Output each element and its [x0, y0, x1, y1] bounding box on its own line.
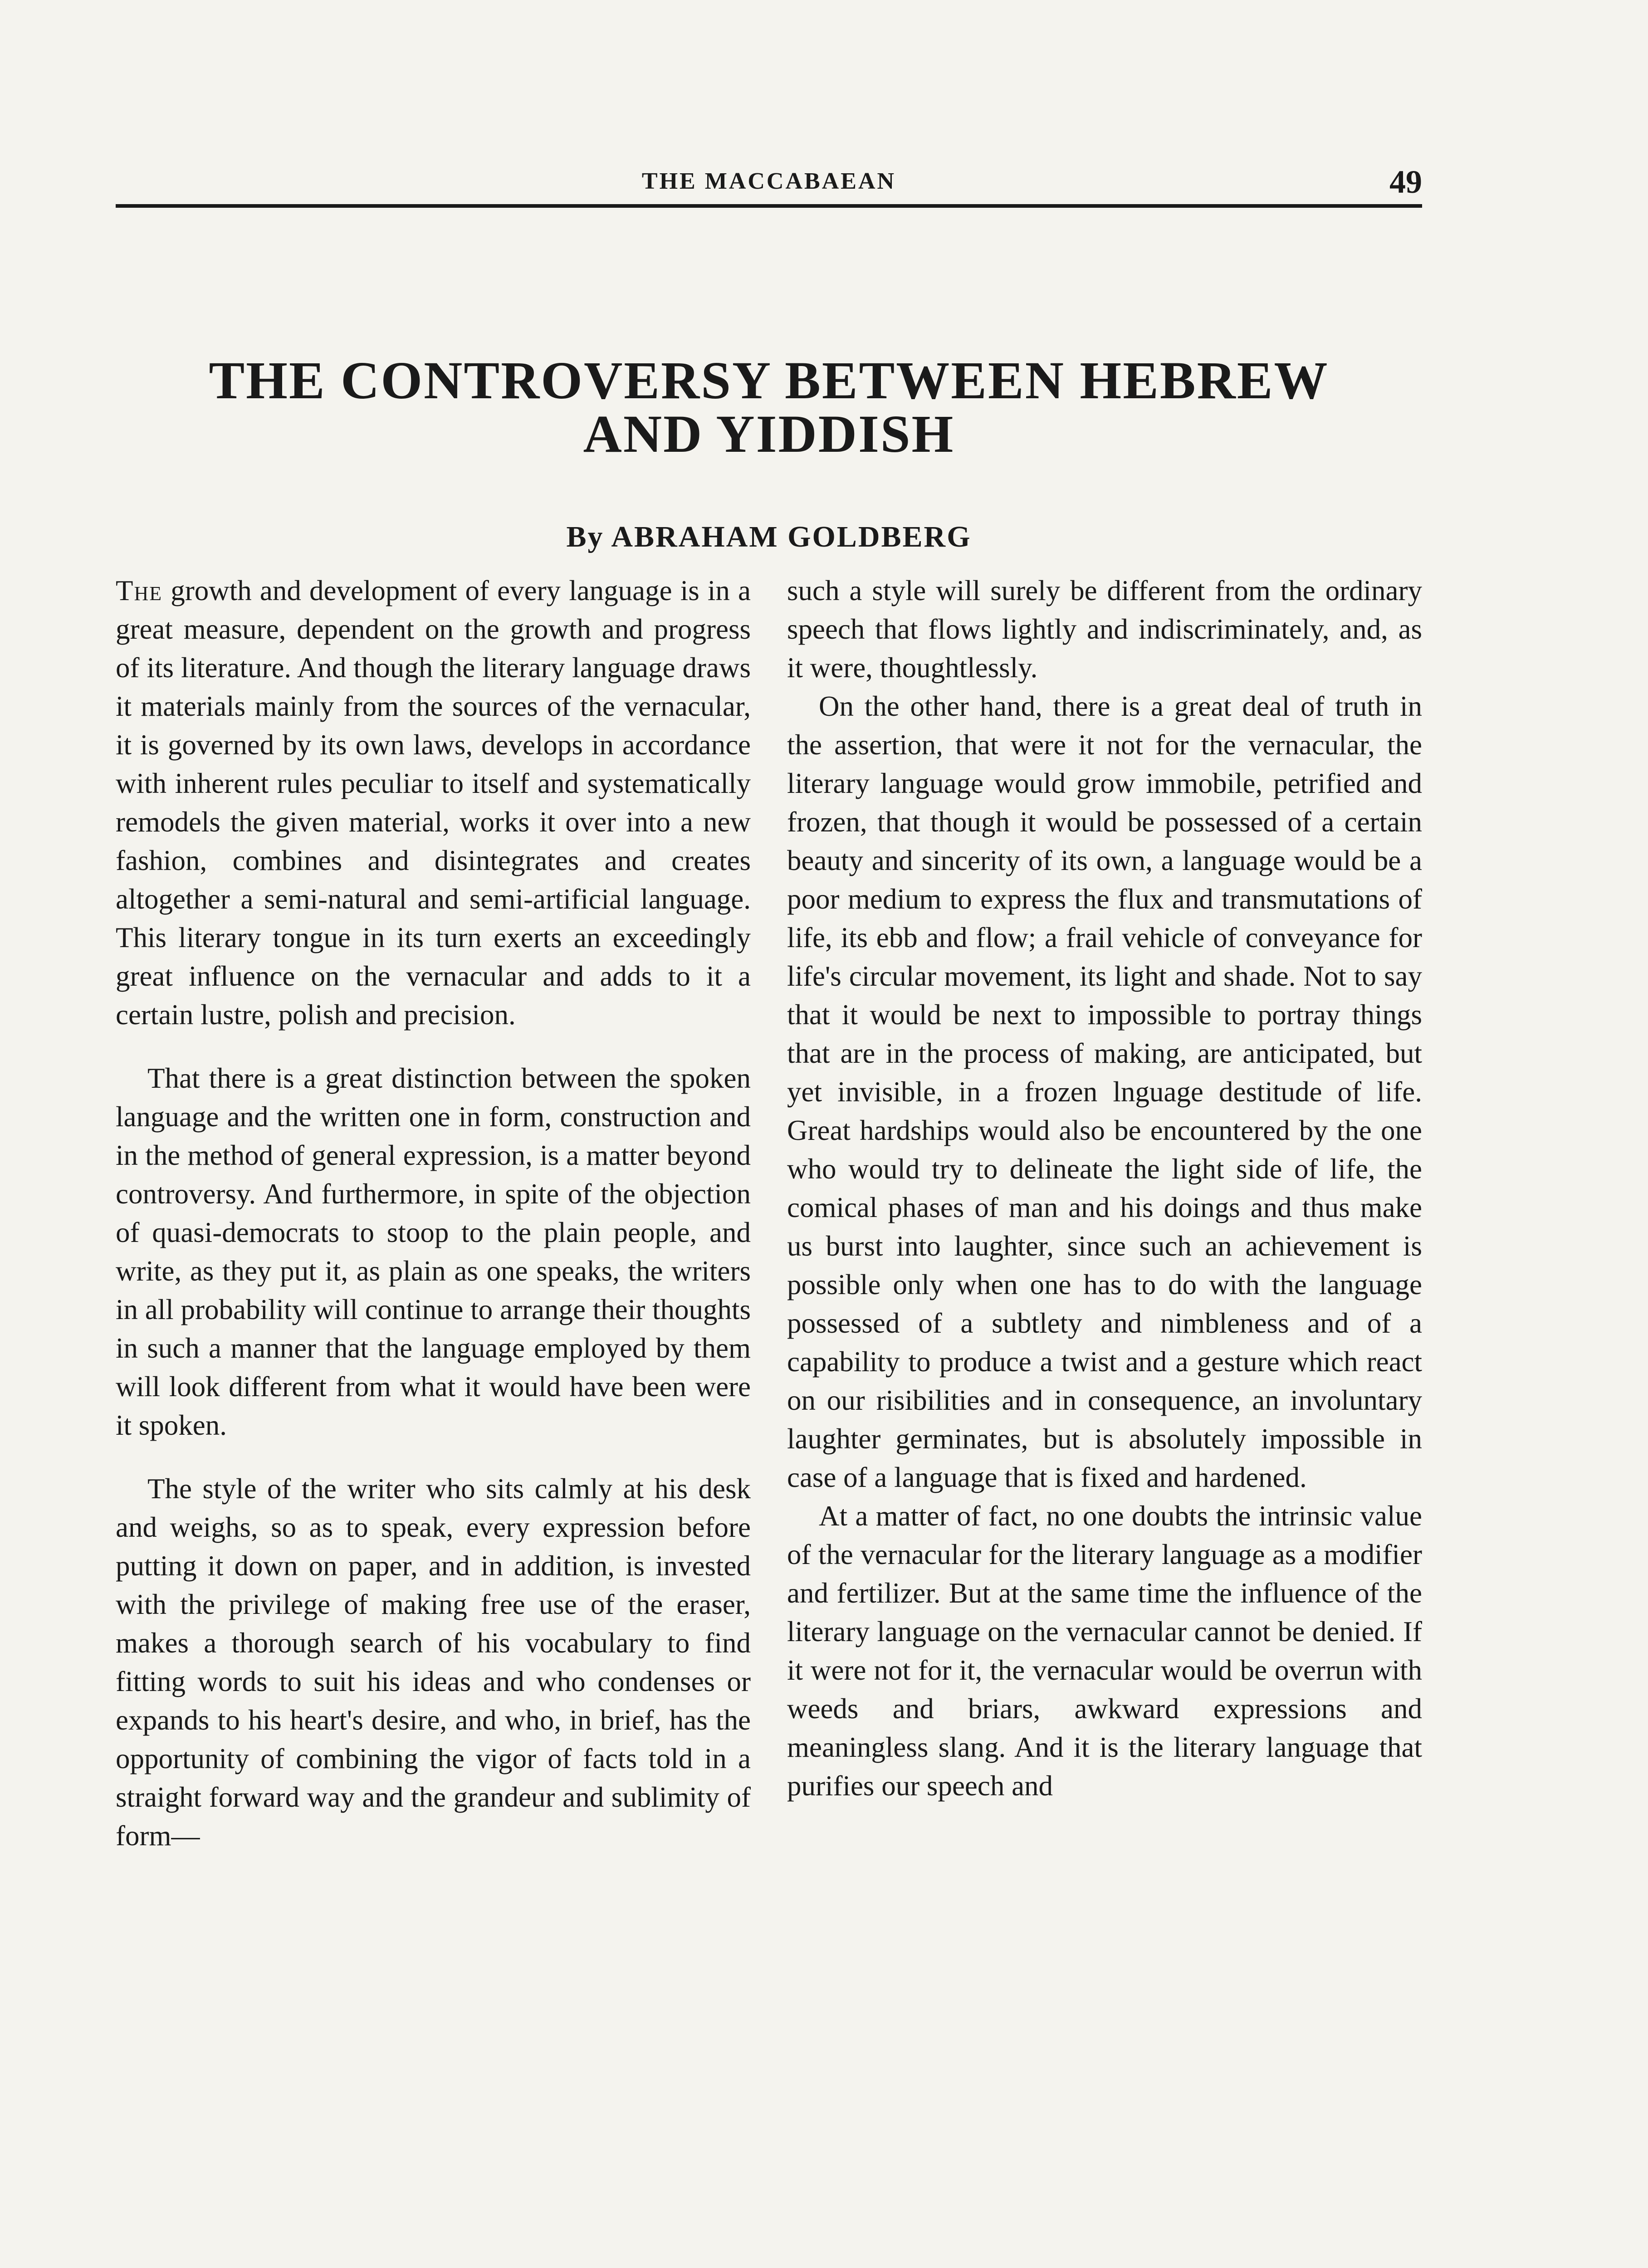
header-rule [116, 204, 1422, 208]
journal-name: THE MACCABAEAN [641, 168, 896, 194]
page-number: 49 [1389, 164, 1422, 200]
title-line-1: THE CONTROVERSY BETWEEN HEBREW [209, 351, 1329, 410]
left-paragraph-2: That there is a great distinction between the spoken language and the written one in form, construction and in the method of general expression, is a matter beyond controversy. And furthermore, in spite of the objection of quasi-democrats to stoop to the plain people, and write, as they put it, as plain as one speaks, the writers in all probability will continue to arrange their thoughts in such a manner that the language employed by them will look different from what it would have been were it spoken. [116, 1062, 751, 1441]
byline: By ABRAHAM GOLDBERG [566, 520, 972, 553]
running-header [116, 163, 1422, 218]
right-paragraph-2: On the other hand, there is a great deal of truth in the assertion, that were it not for the vernacular, the literary language would grow immobile, petrified and frozen, that though it would be possessed of a certain beauty and sincerity of its own, a language would be a poor medium to express the flux and transmutations of life, its ebb and flow; a frail vehicle of conveyance for life's circular movement, its light and shade. Not to say that it would be next to impossible to portray things that are in the process of making, are anticipated, but yet invisible, in a frozen lnguage destitude of life. Great hardships would also be encountered by the one who would try to delineate the light side of life, the comical phases of man and his doings and thus make us burst into laughter, since such an achievement is possible only when one has to do with the language possessed of a subtlety and nimbleness and of a capability to produce a twist and a gesture which react on our risibilities and in consequence, an involuntary laughter germinates, but is absolutely impossible in case of a language that is fixed and hardened. [787, 690, 1422, 1493]
left-paragraph-3: The style of the writer who sits calmly at his desk and weighs, so as to speak, every expression before putting it down on paper, and in addition, is invested with the privilege of making free use of the eraser, makes a thorough search of his vocabulary to find fitting words to suit his ideas and who condenses or expands to his heart's desire, and who, in brief, has the opportunity of combining the vigor of facts told in a straight forward way and the grandeur and sublimity of form— [116, 1473, 751, 1852]
article-heading [116, 351, 1422, 554]
right-paragraph-1: such a style will surely be different from the ordinary speech that flows lightly and indiscriminately, and, as it were, thoughtlessly. [787, 575, 1422, 684]
title-line-2: AND YIDDISH [583, 404, 955, 464]
right-paragraph-3: At a matter of fact, no one doubts the intrinsic value of the vernacular for the literary language as a modifier and fertilizer. But at the same time the influence of the literary language on the vernacular cannot be denied. If it were not for it, the vernacular would be overrun with weeds and briars, awkward expressions and meaningless slang. And it is the literary language that purifies our speech and [787, 1500, 1422, 1802]
left-column [116, 572, 751, 1855]
left-paragraph-1-text: growth and development of every language is in a great measure, dependent on the growth and progress of its literature. And though the literary language draws it materials mainly from the sources of the vernacular, it is governed by its own laws, develops in accordance with inherent rules peculiar to itself and systematically remodels the given material, works it over into a new fashion, combines and disintegrates and creates altogether a semi-natural and semi-artificial language. This literary tongue in its turn exerts an exceedingly great influence on the vernacular and adds to it a certain lustre, polish and precision. [116, 575, 751, 1031]
article-title [116, 351, 1422, 464]
drop-lead-word: The [116, 575, 163, 606]
left-paragraph-1 [116, 572, 751, 1034]
right-column [787, 572, 1422, 1805]
